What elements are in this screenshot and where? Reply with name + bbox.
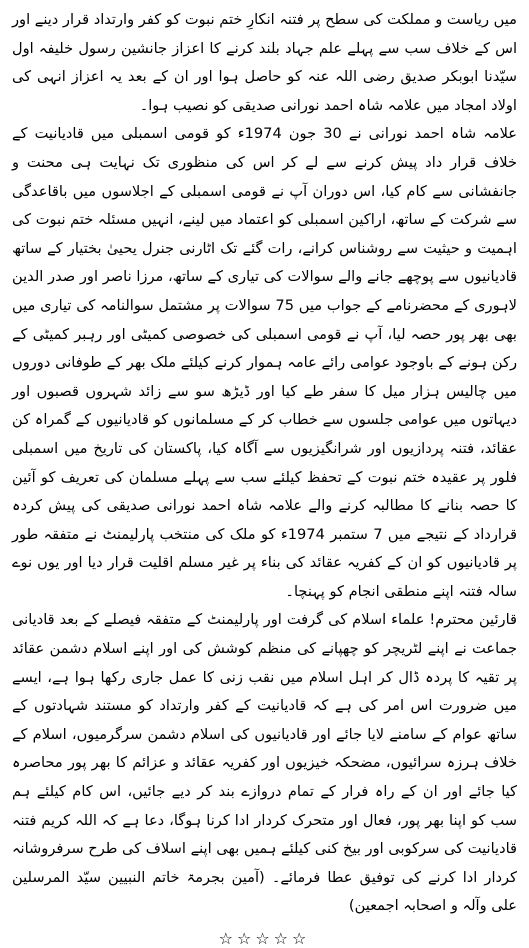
article-paragraph-1: میں ریاست و مملکت کی سطح پر فتنہ انکارِ ختم نبوت کو کفر وارتداد قرار دینے اور اس کے خلاف سب سے پہلے علم جہاد بلند کرنے کا اعزاز جانشین رسول خلیفہ اول سیّدنا ابوبکر صدیق رضی اللہ عنہ کو حاصل ہوا اور ان کے بعد یہ اعزاز انہی کی اولاد امجاد میں علامہ شاہ احمد نورانی صدیقی کو نصیب ہوا۔ bbox=[11, 11, 517, 114]
article-paragraph-3: قارئین محترم! علماء اسلام کی گرفت اور پارلیمنٹ کے متفقہ فیصلے کے بعد قادیانی جماعت نے اپنے لٹریچر کو چھپانے کی منظم کوشش کی اور اپنے اسلام دشمن عقائد پر تقیہ کا پردہ ڈال کر اہل اسلام میں نقب زنی کا عمل جاری رکھا ہوا ہے، ایسے میں ضرورت اس امر کی ہے کہ قادیانیت کے کفر وارتداد کو مستند شہادتوں کے ساتھ عوام کے سامنے لایا جائے اور قادیانیوں کی اسلام دشمن سرگرمیوں، اسلام کے خلاف ہرزہ سرائیوں، مضحکہ خیزیوں اور کفریہ عقائد و عزائم کا بھر پور محاصرہ کیا جائے اور ان کے راہ فرار کے تمام دروازے بند کر دیے جائیں، اس کام کیلئے ہم سب کو اپنا بھر پور، فعال اور متحرک کردار ادا کرنا ہوگا، دعا ہے کہ اللہ کریم فتنہ قادیانیت کی سرکوبی اور بیخ کنی کیلئے ہمیں بھی اپنے اسلاف کی طرح سرفروشانہ کردار ادا کرنے کی توفیق عطا فرمائے۔ (آمین بجرمۃ خاتم النبیین سیّد المرسلین علی وآلہ و اصحابہ اجمعین) bbox=[12, 611, 517, 915]
article-paragraph-2: علامہ شاہ احمد نورانی نے 30 جون 1974ء کو قومی اسمبلی میں قادیانیت کے خلاف قرار داد پیش کرنے سے لے کر اس کی منظوری تک نہایت ہی محنت و جانفشانی سے کام کیا، اس دوران آپ نے قومی اسمبلی کے اجلاسوں میں باقاعدگی سے شرکت کے ساتھ، اراکین اسمبلی کو اعتماد میں لینے، انہیں مسئلہ ختم نبوت کی اہمیت و حیثیت سے روشناس کرانے، رات گئے تک اٹارنی جنرل یحییٰ بختیار کے ساتھ قادیانیوں سے پوچھے جانے والے سوالات کی تیاری کے ساتھ، مرزا ناصر اور صدر الدین لاہوری کے محضرنامے کے جواب میں 75 سوالات پر مشتمل سوالنامہ کی تیاری میں بھی بھر پور حصہ لیا، آپ نے قومی اسمبلی کی خصوصی کمیٹی اور رہبر کمیٹی کے رکن ہونے کے باوجود عوامی رائے عامہ ہموار کرنے کیلئے ملک بھر کے طوفانی دوروں میں چالیس ہزار میل کا سفر طے کیا اور ڈیڑھ سو سے زائد شہروں قصبوں اور دیہاتوں میں عوامی جلسوں سے خطاب کر کے مسلمانوں کو قادیانیوں کے گمراہ کن عقائد، فتنہ پردازیوں اور شرانگیزیوں سے آگاہ کیا، پاکستان کی تاریخ میں اسمبلی فلور پر عقیدہ ختم نبوت کے تحفظ کیلئے سب سے پہلے مسلمان کی تعریف کو آئین کا حصہ بنانے کا مطالبہ کرنے والے علامہ شاہ احمد نورانی صدیقی کی پیش کردہ قرارداد کے نتیجے میں 7 ستمبر 1974ء کو ملک کی منتخب پارلیمنٹ نے متفقہ طور پر قادیانیوں کو ان کے کفریہ عقائد کی بناء پر غیر مسلم اقلیت قرار دیا اور یوں نوے سالہ فتنہ اپنے منطقی انجام کو پہنچا۔ bbox=[12, 125, 517, 600]
end-of-article-stars: ☆☆☆☆☆ bbox=[218, 929, 311, 948]
